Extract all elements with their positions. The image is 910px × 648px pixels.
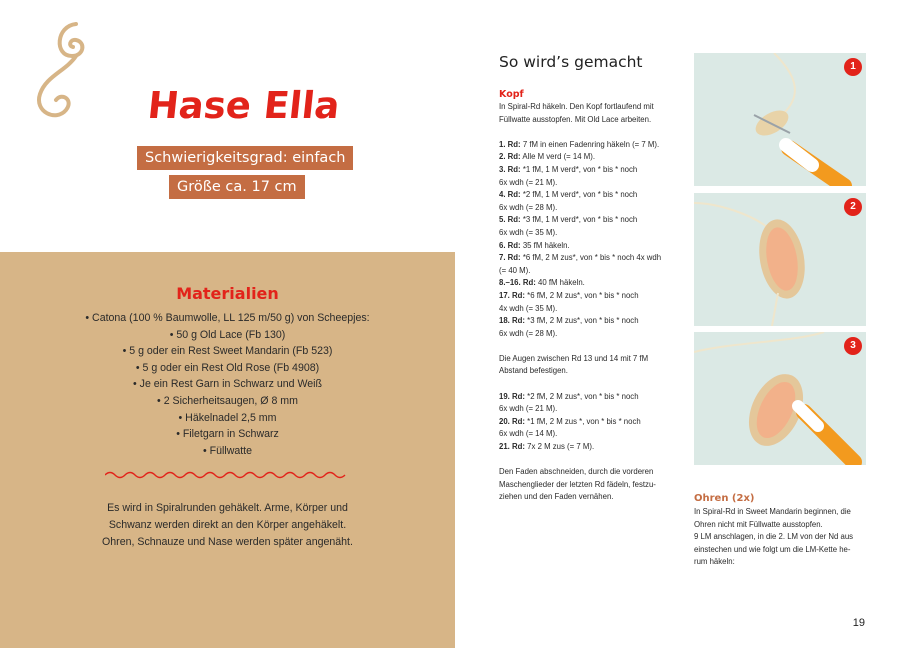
round-line [499,303,679,316]
text-line: Den Faden abschneiden, durch die vorderen [499,467,654,477]
round-label: 20. Rd: [499,416,525,426]
list-item: • 50 g Old Lace (Fb 130) [169,328,286,341]
round-text: *6 fM, 2 M zus*, von * bis * noch [527,290,639,300]
text-line: Abstand befestigen. [499,366,568,376]
swirl-ornament-icon [26,16,106,136]
round-line [499,214,679,227]
round-line [499,240,679,253]
round-line [499,391,679,404]
round-label: 18. Rd: [499,316,525,326]
round-label: 5. Rd: [499,215,521,225]
text-line: Ohren nicht mit Füllwatte ausstopfen. [694,519,823,529]
crochet-photo-icon [694,193,866,326]
round-text: *1 fM, 2 M zus *, von * bis * noch [527,416,641,426]
step-photo-1 [694,53,866,186]
text-line: ziehen und den Faden vernähen. [499,492,614,502]
text-line: 9 LM anschlagen, in die 2. LM von der Nd aus [694,532,854,542]
step-photo-3 [694,332,866,465]
crochet-photo-icon [694,332,866,465]
materials-box [0,252,455,648]
round-label: 8.–16. Rd: [499,278,536,288]
list-item: • Füllwatte [202,444,253,457]
materials-note [0,500,455,551]
list-item: • 5 g oder ein Rest Sweet Mandarin (Fb 523) [122,345,333,358]
list-item: • Häkelnadel 2,5 mm [178,411,277,424]
round-text: 6x wdh (= 28 M). [499,202,558,212]
round-text: 7 fM in einen Fadenring häkeln (= 7 M). [522,139,660,149]
round-line [499,164,679,177]
text-line: rum häkeln: [694,557,735,567]
text-line: Füllwatte ausstopfen. Mit Old Lace arbeiten. [499,114,652,124]
note-line: Es wird in Spiralrunden gehäkelt. Arme, Körper und [107,502,348,514]
round-text: 6x wdh (= 21 M). [499,404,558,414]
text-line: Maschenglieder der letzten Rd fädeln, festzu- [499,479,656,489]
text-line: In Spiral-Rd häkeln. Den Kopf fortlaufend mit [499,102,654,111]
note-line: Schwanz werden direkt an den Körper angehäkelt. [108,519,347,531]
round-text: *3 fM, 1 M verd*, von * bis * noch [522,215,638,225]
rounds-list [499,391,679,454]
page-number: 19 [852,617,865,629]
round-line [499,177,679,190]
round-line [499,315,679,328]
round-line [499,202,679,215]
round-text: 6x wdh (= 28 M). [499,328,558,338]
materials-heading: Materialien [176,284,279,303]
round-line [499,428,679,441]
round-text: (= 40 M). [499,265,531,275]
list-item: • Filetgarn in Schwarz [176,428,279,441]
materials-list [0,310,455,459]
round-line [499,189,679,202]
round-text: 6x wdh (= 35 M). [499,227,558,237]
round-text: Alle M verd (= 14 M). [522,152,595,162]
round-text: *2 fM, 1 M verd*, von * bis * noch [522,190,638,200]
round-line [499,416,679,429]
kopf-heading: Kopf [499,89,524,100]
round-line [499,139,679,152]
step-badge: 3 [844,337,862,355]
round-text: *6 fM, 2 M zus*, von * bis * noch 4x wdh [522,253,662,263]
round-label: 17. Rd: [499,290,525,300]
round-line [499,227,679,240]
round-text: *1 fM, 1 M verd*, von * bis * noch [522,164,638,174]
round-label: 2. Rd: [499,152,521,162]
round-text: *3 fM, 2 M zus*, von * bis * noch [527,316,639,326]
round-line [499,328,679,341]
text-line: einstechen und wie folgt um die LM-Kette he- [694,544,851,554]
round-text: *2 fM, 2 M zus*, von * bis * noch [527,391,639,401]
round-label: 6. Rd: [499,240,521,250]
section-title: So wird’s gemacht [499,53,643,71]
round-line [499,252,679,265]
rounds-list [499,139,679,341]
step-photo-2 [694,193,866,326]
kopf-instructions [499,88,679,504]
step-badge: 1 [844,58,862,76]
round-line [499,403,679,416]
round-text: 35 fM häkeln. [522,240,570,250]
round-text: 7x 2 M zus (= 7 M). [527,442,595,452]
list-item: • 5 g oder ein Rest Old Rose (Fb 4908) [135,361,320,374]
list-item: • 2 Sicherheitsaugen, Ø 8 mm [157,394,298,407]
list-item: • Je ein Rest Garn in Schwarz und Weiß [133,378,322,391]
round-label: 4. Rd: [499,190,521,200]
round-label: 7. Rd: [499,253,521,263]
round-line [499,151,679,164]
round-label: 1. Rd: [499,139,521,149]
round-line [499,277,679,290]
round-line [499,290,679,303]
right-page [455,0,910,648]
round-label: 21. Rd: [499,442,525,452]
list-item: • Catona (100 % Baumwolle, LL 125 m/50 g) von Scheepjes: [85,312,370,324]
ohren-heading: Ohren (2x) [694,493,755,504]
round-text: 6x wdh (= 14 M). [499,429,558,439]
round-text: 4x wdh (= 35 M). [499,303,558,313]
round-text: 6x wdh (= 21 M). [499,177,558,187]
step-badge: 2 [844,198,862,216]
wave-divider-icon [105,470,350,480]
round-line [499,265,679,278]
text-line: In Spiral-Rd in Sweet Mandarin beginnen, die [694,507,851,516]
note-line: Ohren, Schnauze und Nase werden später angenäht. [102,536,353,548]
round-text: 40 fM häkeln. [538,278,585,288]
ohren-instructions [694,492,874,569]
size-badge: Größe ca. 17 cm [169,175,305,199]
difficulty-badge: Schwierigkeitsgrad: einfach [137,146,353,170]
text-line: Die Augen zwischen Rd 13 und 14 mit 7 fM [499,353,649,363]
round-line [499,441,679,454]
round-label: 3. Rd: [499,164,521,174]
pattern-title: Hase Ella [145,84,342,127]
round-label: 19. Rd: [499,391,525,401]
crochet-photo-icon [694,53,866,186]
